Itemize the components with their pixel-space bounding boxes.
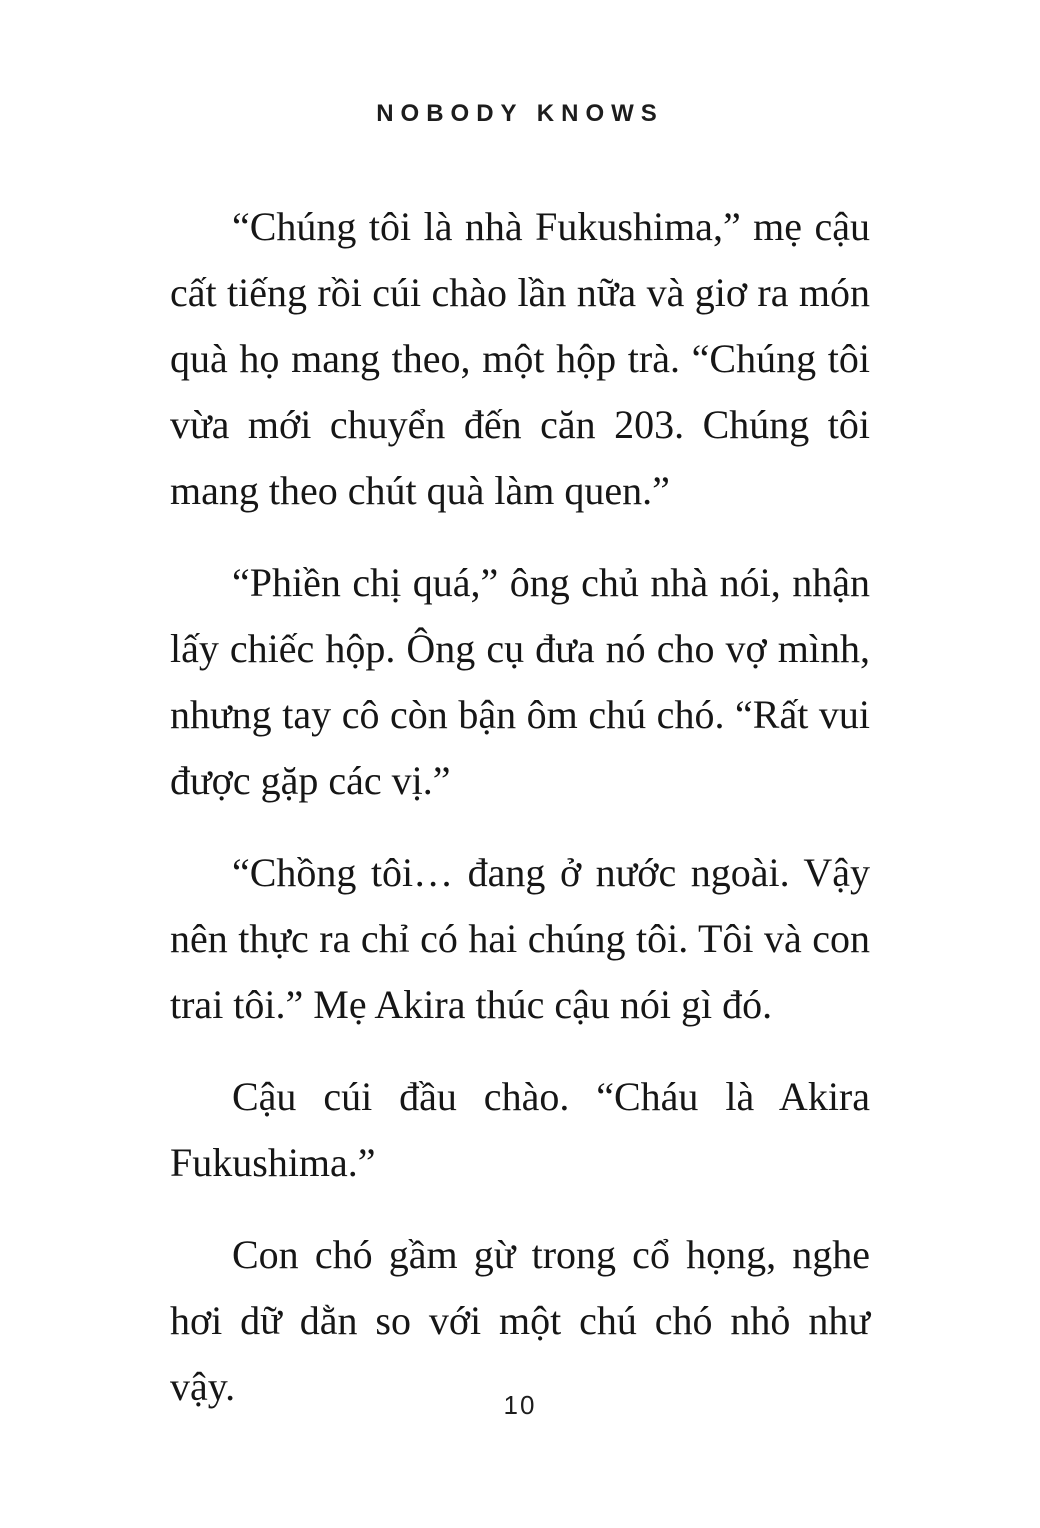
paragraph: “Phiền chị quá,” ông chủ nhà nói, nhận lấy chiếc hộp. Ông cụ đưa nó cho vợ mình, nhưng tay cô còn bận ôm chú chó. “Rất vui được gặp các vị.” — [170, 560, 870, 803]
paragraph: “Chồng tôi… đang ở nước ngoài. Vậy nên thực ra chỉ có hai chúng tôi. Tôi và con trai tôi.” Mẹ Akira thúc cậu nói gì đó. — [170, 850, 870, 1027]
paragraph: “Chúng tôi là nhà Fukushima,” mẹ cậu cất tiếng rồi cúi chào lần nữa và giơ ra món quà họ mang theo, một hộp trà. “Chúng tôi vừa mới chuyển đến căn 203. Chúng tôi mang theo chút quà làm quen.” — [170, 204, 870, 513]
running-head-title: NOBODY KNOWS — [376, 100, 664, 127]
page-number: 10 — [503, 1390, 537, 1420]
paragraph: Cậu cúi đầu chào. “Cháu là Akira Fukushima.” — [170, 1074, 870, 1185]
paragraph: Con chó gầm gừ trong cổ họng, nghe hơi dữ dằn so với một chú chó nhỏ như vậy. — [170, 1232, 870, 1409]
body-text-block — [170, 194, 870, 1420]
